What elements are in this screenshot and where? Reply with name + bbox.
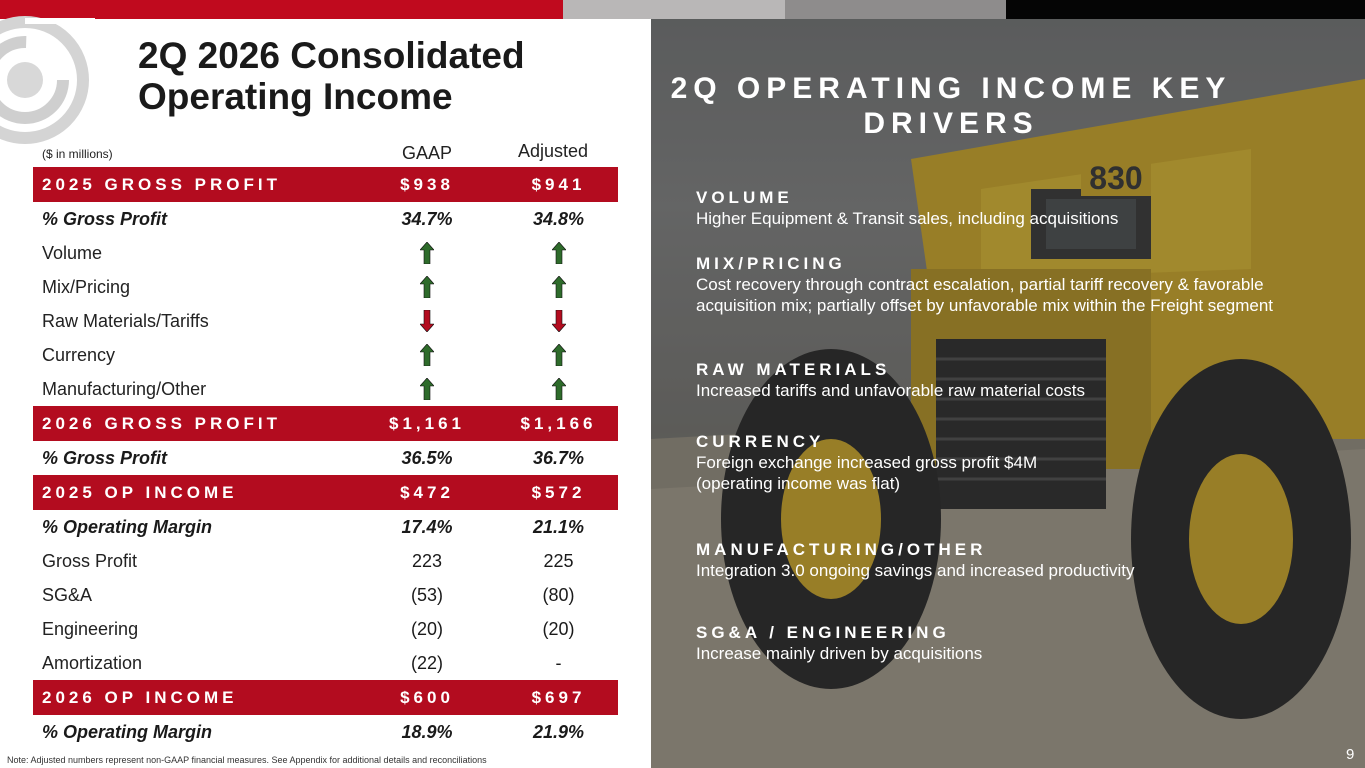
table-section-header bbox=[33, 167, 618, 202]
arrow-up-icon bbox=[420, 378, 434, 400]
adjusted-value bbox=[491, 310, 618, 332]
row-label: % Gross Profit bbox=[42, 208, 168, 229]
table-row bbox=[33, 304, 618, 338]
table-row bbox=[33, 338, 618, 372]
arrow-up-icon bbox=[420, 242, 434, 264]
driver-description: Higher Equipment & Transit sales, including acquisitions bbox=[696, 209, 1119, 228]
company-logo-icon bbox=[0, 8, 100, 158]
row-label: Raw Materials/Tariffs bbox=[42, 310, 209, 331]
adjusted-value: $1,166 bbox=[520, 413, 597, 433]
key-drivers-title: 2Q OPERATING INCOME KEY DRIVERS bbox=[670, 72, 1232, 140]
table-row bbox=[33, 270, 618, 304]
gaap-value bbox=[363, 378, 491, 400]
table-row bbox=[33, 441, 618, 475]
gaap-value: 36.5% bbox=[401, 447, 453, 468]
table-row bbox=[33, 544, 618, 578]
driver-title: MANUFACTURING/OTHER bbox=[696, 540, 987, 559]
gaap-value: $600 bbox=[400, 687, 454, 707]
arrow-down-icon bbox=[420, 310, 434, 332]
adjusted-value: (20) bbox=[542, 618, 575, 639]
row-label: 2025 OP INCOME bbox=[42, 482, 238, 502]
driver-sga-engineering bbox=[696, 623, 1336, 664]
driver-title: VOLUME bbox=[696, 188, 793, 207]
arrow-down-icon bbox=[552, 310, 566, 332]
driver-description: Increased tariffs and unfavorable raw material costs bbox=[696, 381, 1085, 400]
gaap-value: 34.7% bbox=[401, 208, 453, 229]
truck-number: 830 bbox=[1089, 160, 1143, 196]
driver-title: MIX/PRICING bbox=[696, 254, 846, 273]
driver-mix-pricing bbox=[696, 254, 1316, 316]
gaap-value: (20) bbox=[410, 618, 443, 639]
row-label: SG&A bbox=[42, 584, 93, 605]
gaap-value bbox=[363, 276, 491, 298]
row-label: 2026 GROSS PROFIT bbox=[42, 413, 281, 433]
table-row bbox=[33, 236, 618, 270]
adjusted-value bbox=[491, 344, 618, 366]
operating-income-table bbox=[33, 167, 618, 749]
stripe-light-gray bbox=[563, 0, 785, 19]
stripe-black bbox=[1006, 0, 1365, 19]
row-label: 2026 OP INCOME bbox=[42, 687, 238, 707]
row-label: % Operating Margin bbox=[42, 516, 213, 537]
row-label: Engineering bbox=[42, 618, 139, 639]
gaap-value: $938 bbox=[400, 174, 454, 194]
gaap-value: (53) bbox=[410, 584, 443, 605]
adjusted-value: $572 bbox=[531, 482, 586, 502]
adjusted-value: 21.1% bbox=[532, 516, 585, 537]
arrow-up-icon bbox=[552, 344, 566, 366]
row-label: 2025 GROSS PROFIT bbox=[42, 174, 281, 194]
table-row bbox=[33, 372, 618, 406]
row-label: Mix/Pricing bbox=[42, 276, 131, 297]
driver-raw-materials bbox=[696, 360, 1336, 401]
driver-title: SG&A / ENGINEERING bbox=[696, 623, 950, 642]
gaap-value: 223 bbox=[411, 550, 443, 571]
unit-note: ($ in millions) bbox=[42, 147, 113, 161]
table-row bbox=[33, 202, 618, 236]
table-row bbox=[33, 715, 618, 749]
row-label: Gross Profit bbox=[42, 550, 138, 571]
adjusted-value: $697 bbox=[531, 687, 586, 707]
table-section-header bbox=[33, 680, 618, 715]
adjusted-value bbox=[491, 378, 618, 400]
table-row bbox=[33, 646, 618, 680]
page-number: 9 bbox=[1346, 746, 1355, 763]
gaap-value: (22) bbox=[410, 652, 443, 673]
stripe-gray bbox=[785, 0, 1006, 19]
gaap-value: $472 bbox=[400, 482, 454, 502]
gaap-value bbox=[363, 242, 491, 264]
adjusted-value: 225 bbox=[543, 550, 574, 571]
adjusted-value: $941 bbox=[531, 174, 586, 194]
driver-currency bbox=[696, 432, 1106, 494]
row-label: Volume bbox=[42, 242, 103, 263]
arrow-up-icon bbox=[552, 276, 566, 298]
gaap-value: 18.9% bbox=[401, 721, 453, 742]
adjusted-value: 34.8% bbox=[532, 208, 585, 229]
gaap-value: $1,161 bbox=[389, 413, 465, 433]
adjusted-value bbox=[491, 242, 618, 264]
table-section-header bbox=[33, 475, 618, 510]
driver-title: CURRENCY bbox=[696, 432, 825, 451]
column-header-adjusted: Adjusted bbox=[517, 141, 589, 161]
table-row bbox=[33, 510, 618, 544]
table-section-header bbox=[33, 406, 618, 441]
gaap-value: 17.4% bbox=[401, 516, 453, 537]
row-label: % Gross Profit bbox=[42, 447, 168, 468]
arrow-up-icon bbox=[552, 378, 566, 400]
gaap-value bbox=[363, 344, 491, 366]
driver-description: Foreign exchange increased gross profit $4M (operating income was flat) bbox=[696, 453, 1038, 493]
footnote: Note: Adjusted numbers represent non-GAAP financial measures. See Appendix for additional details and reconciliations bbox=[7, 755, 487, 765]
driver-description: Integration 3.0 ongoing savings and increased productivity bbox=[696, 561, 1135, 580]
row-label: Manufacturing/Other bbox=[42, 378, 207, 399]
table-row bbox=[33, 578, 618, 612]
adjusted-value bbox=[491, 276, 618, 298]
column-header-gaap: GAAP bbox=[401, 143, 453, 163]
adjusted-value: 36.7% bbox=[532, 447, 585, 468]
driver-manufacturing-other bbox=[696, 540, 1336, 581]
adjusted-value: (80) bbox=[542, 584, 575, 605]
arrow-up-icon bbox=[552, 242, 566, 264]
gaap-value bbox=[363, 310, 491, 332]
row-label: Amortization bbox=[42, 652, 143, 673]
adjusted-value: - bbox=[555, 652, 562, 673]
row-label: Currency bbox=[42, 344, 116, 365]
adjusted-value: 21.9% bbox=[532, 721, 585, 742]
arrow-up-icon bbox=[420, 344, 434, 366]
arrow-up-icon bbox=[420, 276, 434, 298]
driver-description: Cost recovery through contract escalation, partial tariff recovery & favorable acquisition mix; partially offset by unfavorable mix within the Freight segment bbox=[696, 275, 1274, 315]
driver-volume bbox=[696, 188, 1336, 229]
table-row bbox=[33, 612, 618, 646]
page-title: 2Q 2026 Consolidated Operating Income bbox=[138, 35, 525, 117]
row-label: % Operating Margin bbox=[42, 721, 213, 742]
driver-description: Increase mainly driven by acquisitions bbox=[696, 644, 983, 663]
driver-title: RAW MATERIALS bbox=[696, 360, 891, 379]
top-stripe bbox=[0, 0, 1365, 19]
